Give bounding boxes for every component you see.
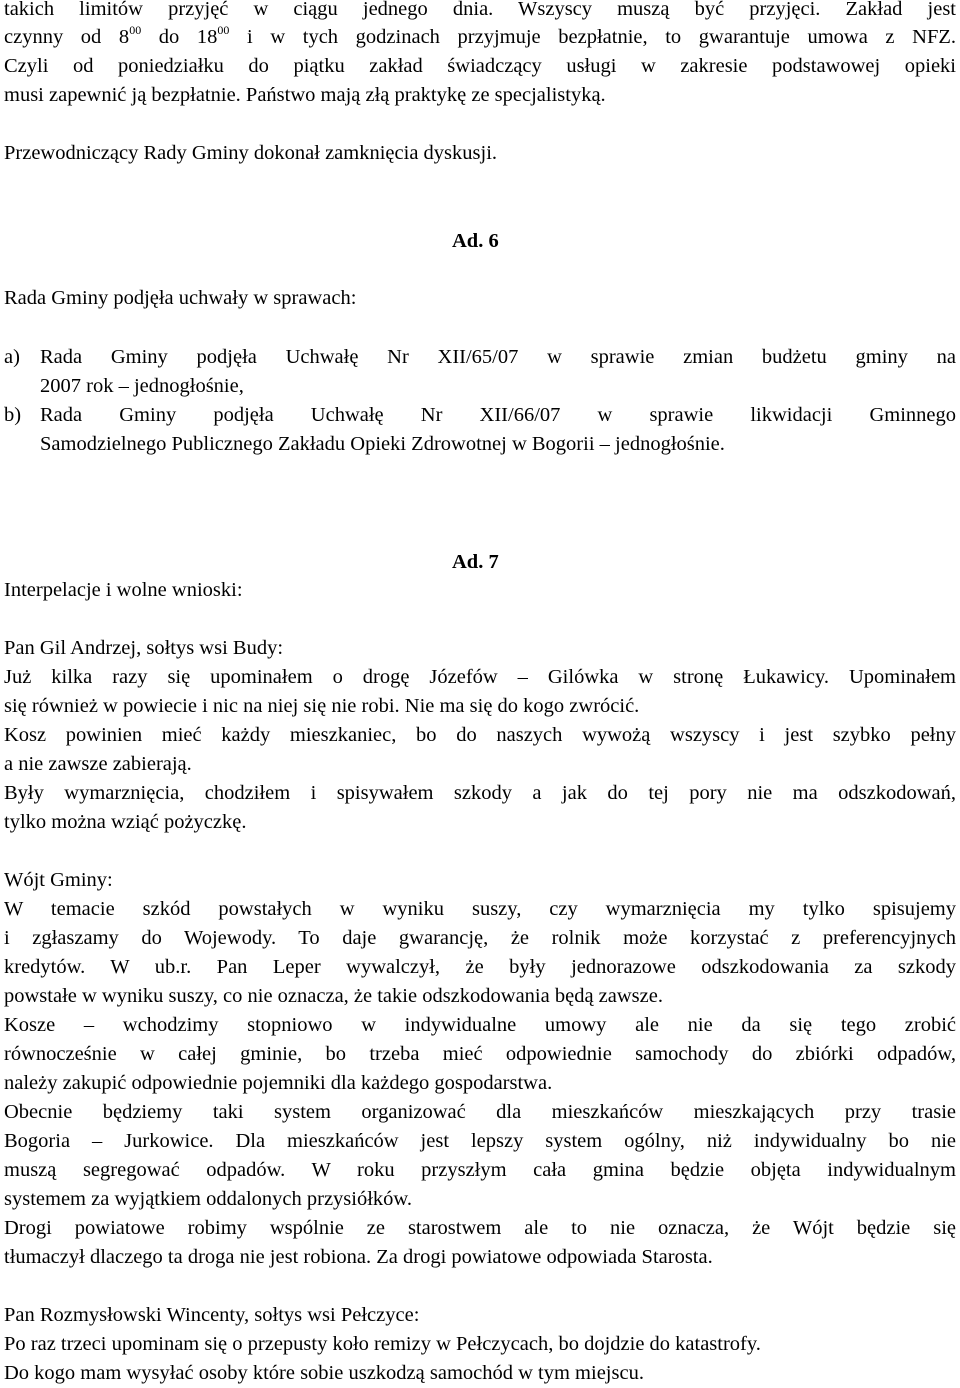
paragraph-line: Kosze – wchodzimy stopniowo w indywidualne umowy ale nie da się tego zrobić — [4, 1014, 956, 1036]
paragraph-line: i zgłaszamy do Wojewody. To daje gwarancję, że rolnik może korzystać z preferencyjnych — [4, 927, 956, 949]
paragraph-line: Po raz trzeci upominam się o przepusty koło remizy w Pełczycach, bo dojdzie do katastrofy. — [4, 1333, 761, 1355]
paragraph-line: Bogoria – Jurkowice. Dla mieszkańców jest lepszy system ogólny, niż indywidualny bo nie — [4, 1130, 956, 1152]
closing-statement: Przewodniczący Rady Gminy dokonał zamknięcia dyskusji. — [4, 142, 498, 164]
paragraph-line: Kosz powinien mieć każdy mieszkaniec, bo do naszych wywożą wszyscy i jest szybko pełny — [4, 724, 956, 746]
text-segment: i w tych godzinach przyjmuje bezpłatnie, to gwarantuje umowa z NFZ. — [229, 26, 957, 48]
speaker-rozmyslowski: Pan Rozmysłowski Wincenty, sołtys wsi Pełczyce: — [4, 1304, 420, 1326]
paragraph-line: równocześnie w całej gminie, bo trzeba mieć odpowiednie samochody do zbiórki odpadów, — [4, 1043, 956, 1065]
paragraph-line: kredytów. W ub.r. Pan Leper wywalczył, że były jednorazowe odszkodowania za szkody — [4, 956, 956, 978]
paragraph-line: W temacie szkód powstałych w wyniku suszy, czy wymarznięcia my tylko spisujemy — [4, 898, 956, 920]
text-segment: do 18 — [141, 26, 218, 48]
section-label-ad7: Interpelacje i wolne wnioski: — [4, 579, 243, 601]
paragraph-line: a nie zawsze zabierają. — [4, 753, 192, 775]
paragraph-line: Do kogo mam wysyłać osoby które sobie uszkodzą samochód w tym miejscu. — [4, 1362, 644, 1384]
paragraph-line: należy zakupić odpowiednie pojemniki dla każdego gospodarstwa. — [4, 1072, 553, 1094]
section-label-ad6: Rada Gminy podjęła uchwały w sprawach: — [4, 287, 357, 309]
paragraph-line: się również w powiecie i nic na niej się nie robi. Nie ma się do kogo zwrócić. — [4, 695, 640, 717]
paragraph-line: Były wymarznięcia, chodziłem i spisywałem szkody a jak do tej pory nie ma odszkodowań, — [4, 782, 956, 804]
list-marker-b: b) — [4, 404, 22, 426]
speaker-gil: Pan Gil Andrzej, sołtys wsi Budy: — [4, 637, 284, 659]
superscript: 00 — [217, 23, 230, 37]
text-segment: czynny od 8 — [4, 26, 130, 48]
superscript: 00 — [129, 23, 142, 37]
list-item-a-line-1: Rada Gminy podjęła Uchwałę Nr XII/65/07 w sprawie zmian budżetu gminy na — [40, 346, 956, 368]
intro-line-2 — [4, 23, 956, 52]
section-heading-ad7: Ad. 7 — [452, 551, 499, 573]
paragraph-line: Obecnie będziemy taki system organizować dla mieszkańców mieszkających przy trasie — [4, 1101, 956, 1123]
paragraph-line: systemem za wyjątkiem oddalonych przysiółków. — [4, 1188, 413, 1210]
paragraph-line: tłumaczył dlaczego ta droga nie jest robiona. Za drogi powiatowe odpowiada Starosta. — [4, 1246, 713, 1268]
paragraph-line: Już kilka razy się upominałem o drogę Józefów – Gilówka w stronę Łukawicy. Upominałem — [4, 666, 956, 688]
list-item-a-line-2: 2007 rok – jednogłośnie, — [40, 375, 244, 397]
section-heading-ad6: Ad. 6 — [452, 230, 499, 252]
paragraph-line: muszą segregować odpadów. W roku przyszłym cała gmina będzie objęta indywidualnym — [4, 1159, 956, 1181]
speaker-wojt: Wójt Gminy: — [4, 869, 113, 891]
intro-line-3: Czyli od poniedziałku do piątku zakład świadczący usługi w zakresie podstawowej opieki — [4, 55, 956, 77]
list-marker-a: a) — [4, 346, 20, 368]
paragraph-line: powstałe w wyniku suszy, co nie oznacza, że takie odszkodowania będą zawsze. — [4, 985, 663, 1007]
intro-line-4: musi zapewnić ją bezpłatnie. Państwo mają złą praktykę ze specjalistyką. — [4, 84, 606, 106]
list-item-b-line-2: Samodzielnego Publicznego Zakładu Opieki Zdrowotnej w Bogorii – jednogłośnie. — [40, 433, 725, 455]
intro-line-1: takich limitów przyjęć w ciągu jednego dnia. Wszyscy muszą być przyjęci. Zakład jest — [4, 0, 956, 20]
paragraph-line: Drogi powiatowe robimy wspólnie ze starostwem ale to nie oznacza, że Wójt będzie się — [4, 1217, 956, 1239]
paragraph-line: tylko można wziąć pożyczkę. — [4, 811, 247, 833]
list-item-b-line-1: Rada Gminy podjęła Uchwałę Nr XII/66/07 w sprawie likwidacji Gminnego — [40, 404, 956, 426]
